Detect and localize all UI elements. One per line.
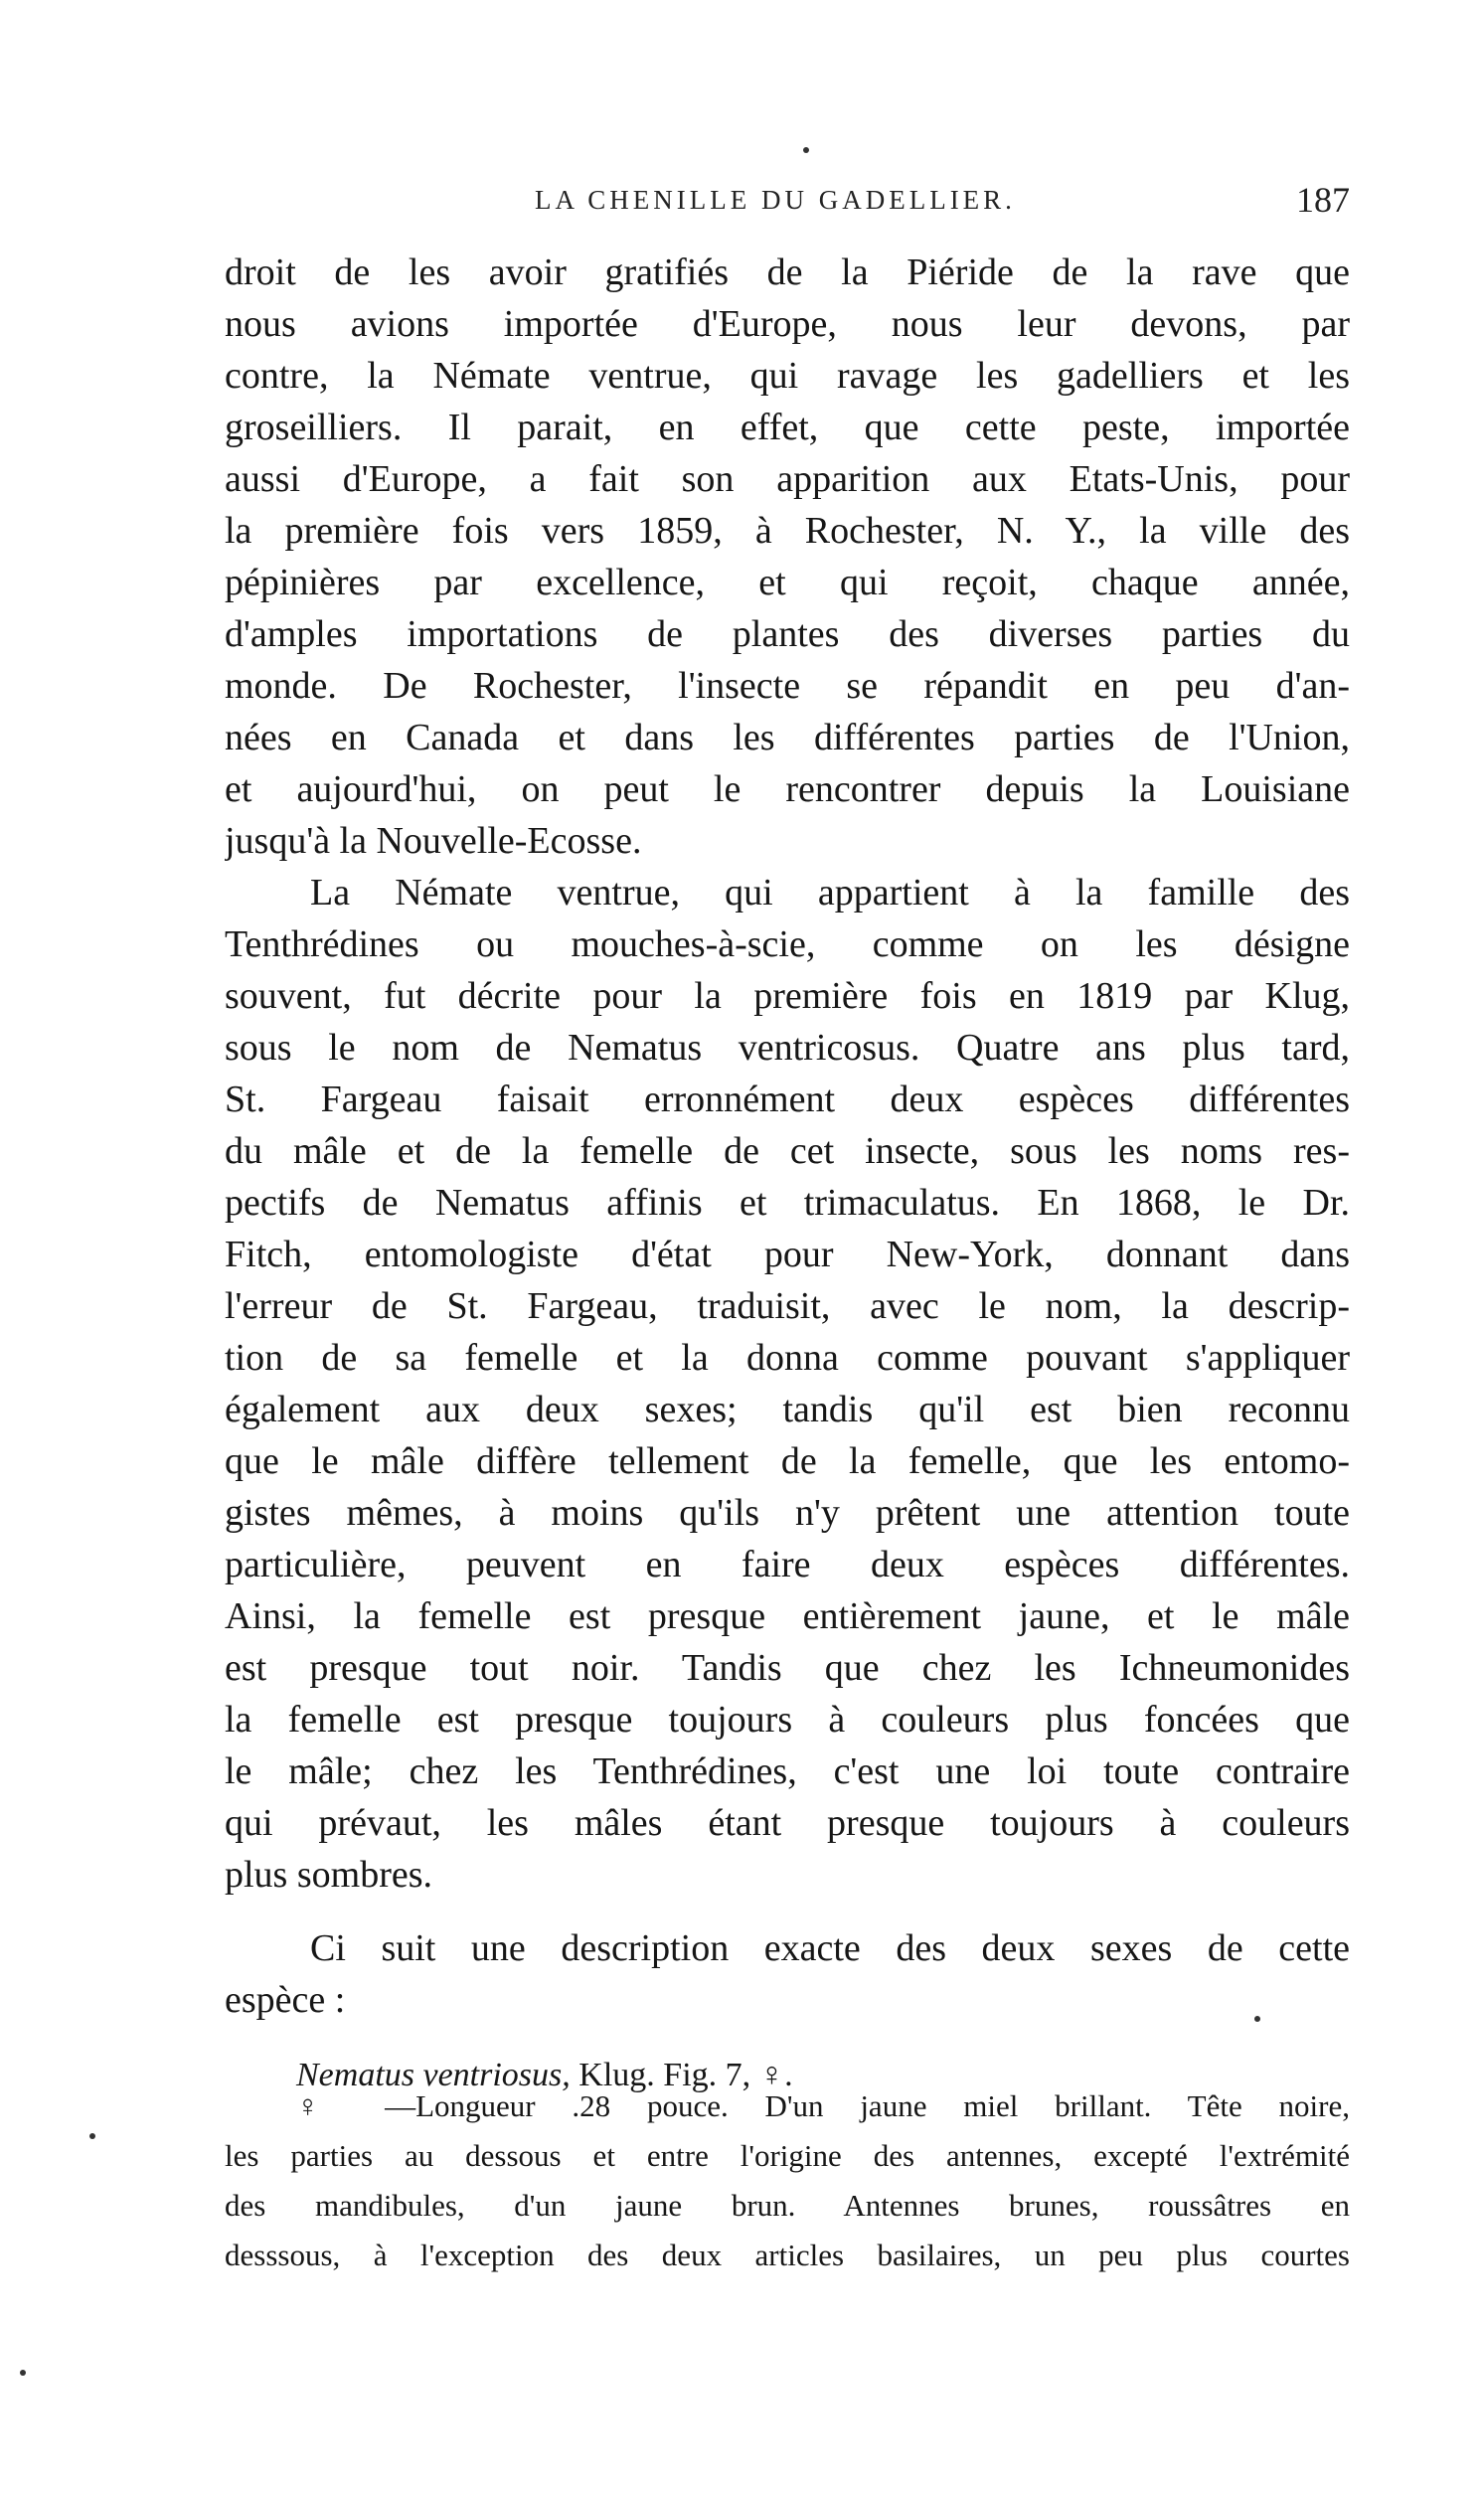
text-line: monde. De Rochester, l'insecte se répandit en peu d'an-: [225, 665, 1350, 707]
text-line: nées en Canada et dans les différentes parties de l'Union,: [225, 717, 1350, 758]
description-line: les parties au dessous et entre l'origine des antennes, excepté l'extrémité: [225, 2138, 1350, 2173]
text-line: la première fois vers 1859, à Rochester, N. Y., la ville des: [225, 510, 1350, 552]
text-line: sous le nom de Nematus ventricosus. Quatre ans plus tard,: [225, 1027, 1350, 1069]
paragraph-gap: [225, 2026, 1350, 2048]
body-text: [225, 247, 1350, 2103]
page-header: [225, 179, 1350, 229]
text-line: Ainsi, la femelle est presque entièrement jaune, et le mâle: [225, 1595, 1350, 1637]
description-line: des mandibules, d'un jaune brun. Antennes brunes, roussâtres en: [225, 2188, 1350, 2223]
text-line: est presque tout noir. Tandis que chez les Ichneumonides: [225, 1647, 1350, 1689]
caption-rest: Klug. Fig. 7, ♀.: [570, 2057, 793, 2093]
text-line: le mâle; chez les Tenthrédines, c'est une loi toute contraire: [225, 1750, 1350, 1792]
ink-speck: [1254, 2016, 1260, 2022]
ink-speck: [20, 2370, 26, 2376]
species-name: Nematus ventriosus,: [296, 2057, 571, 2093]
description-line: desssous, à l'exception des deux articles basilaires, un peu plus courtes: [225, 2238, 1350, 2272]
text-line: la femelle est presque toujours à couleurs plus foncées que: [225, 1699, 1350, 1741]
text-line: jusqu'à la Nouvelle-Ecosse.: [225, 820, 642, 862]
text-line: l'erreur de St. Fargeau, traduisit, avec le nom, la descrip-: [225, 1285, 1350, 1327]
text-line: d'amples importations de plantes des diverses parties du: [225, 613, 1350, 655]
text-line: également aux deux sexes; tandis qu'il est bien reconnu: [225, 1389, 1350, 1430]
text-line: nous avions importée d'Europe, nous leur devons, par: [225, 303, 1350, 345]
running-title: LA CHENILLE DU GADELLIER.: [535, 185, 1016, 215]
text-line: droit de les avoir gratifiés de la Piéride de la rave que: [225, 251, 1350, 293]
ink-speck: [89, 2133, 95, 2139]
text-line: aussi d'Europe, a fait son apparition aux Etats-Unis, pour: [225, 458, 1350, 500]
text-line: qui prévaut, les mâles étant presque toujours à couleurs: [225, 1802, 1350, 1844]
text-line: tion de sa femelle et la donna comme pouvant s'appliquer: [225, 1337, 1350, 1379]
text-line: gistes mêmes, à moins qu'ils n'y prêtent une attention toute: [225, 1492, 1350, 1534]
text-line: que le mâle diffère tellement de la femelle, que les entomo-: [225, 1440, 1350, 1482]
ink-speck: [803, 147, 809, 153]
text-line: Fitch, entomologiste d'état pour New-York, donnant dans: [225, 1234, 1350, 1275]
text-line: contre, la Némate ventrue, qui ravage les gadelliers et les: [225, 355, 1350, 397]
text-line: groseilliers. Il parait, en effet, que cette peste, importée: [225, 407, 1350, 448]
description-line: ♀ —Longueur .28 pouce. D'un jaune miel brillant. Tête noire,: [296, 2088, 1350, 2123]
page-number: 187: [1296, 180, 1350, 220]
text-line: Tenthrédines ou mouches-à-scie, comme on les désigne: [225, 923, 1350, 965]
description-text: [225, 2081, 1350, 2280]
paragraph-gap: [225, 1901, 1350, 1922]
text-line: pépinières par excellence, et qui reçoit, chaque année,: [225, 562, 1350, 603]
text-line: La Némate ventrue, qui appartient à la famille des: [310, 872, 1350, 914]
text-line: pectifs de Nematus affinis et trimaculatus. En 1868, le Dr.: [225, 1182, 1350, 1224]
text-line: St. Fargeau faisait erronnément deux espèces différentes: [225, 1079, 1350, 1120]
text-line: espèce :: [225, 1979, 346, 2021]
text-line: souvent, fut décrite pour la première fois en 1819 par Klug,: [225, 975, 1350, 1017]
text-line: Ci suit une description exacte des deux sexes de cette: [310, 1927, 1350, 1969]
text-line: particulière, peuvent en faire deux espèces différentes.: [225, 1544, 1350, 1585]
text-line: du mâle et de la femelle de cet insecte, sous les noms res-: [225, 1130, 1350, 1172]
text-line: et aujourd'hui, on peut le rencontrer depuis la Louisiane: [225, 768, 1350, 810]
text-line: plus sombres.: [225, 1854, 432, 1896]
